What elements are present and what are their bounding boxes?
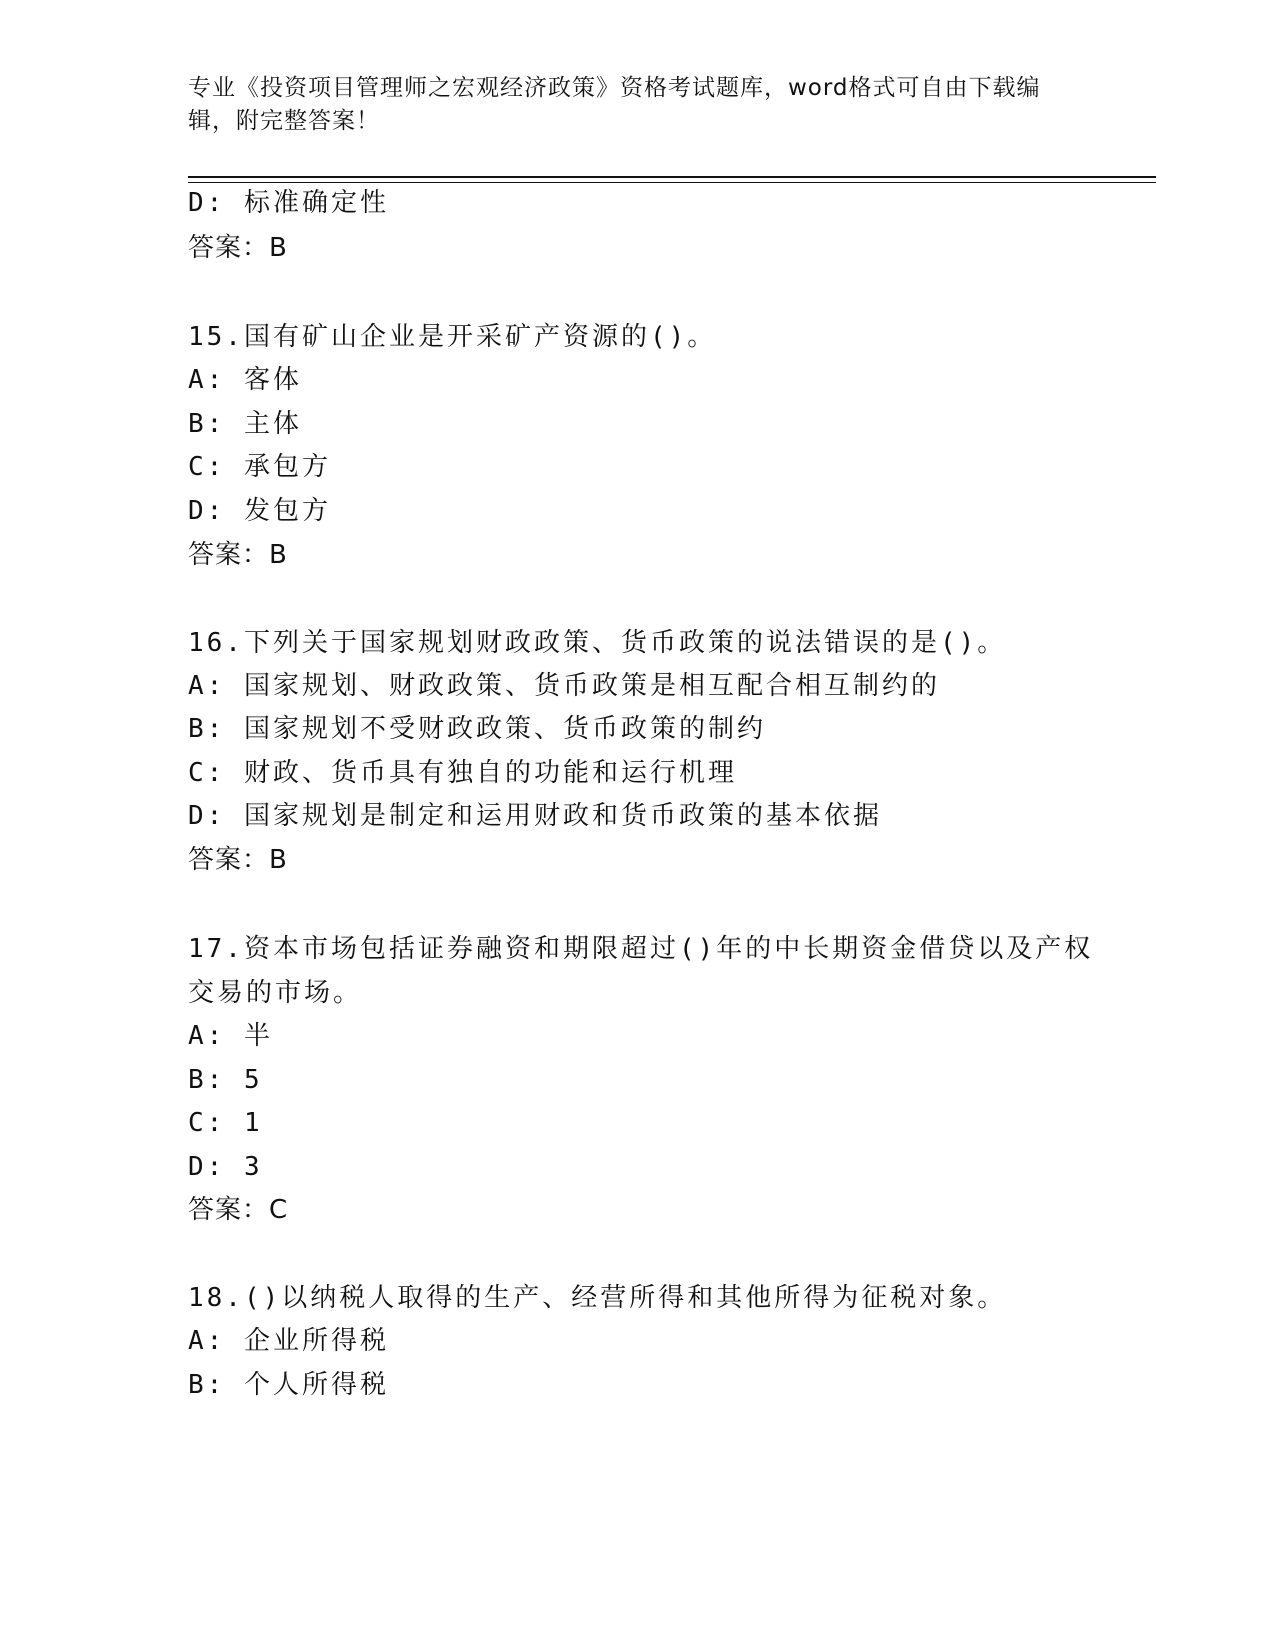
q15-question: 15.国有矿山企业是开采矿产资源的()。 bbox=[188, 322, 717, 352]
header-line-1: 专业《投资项目管理师之宏观经济政策》资格考试题库，word格式可自由下载编 bbox=[188, 75, 1041, 101]
header-line-2: 辑，附完整答案！ bbox=[188, 108, 380, 134]
q16-option-b: B: 国家规划不受财政政策、货币政策的制约 bbox=[188, 714, 766, 744]
q17-option-b: B: 5 bbox=[188, 1065, 263, 1095]
q17-answer: 答案：C bbox=[188, 1195, 289, 1225]
q18-option-b: B: 个人所得税 bbox=[188, 1370, 389, 1400]
document-header bbox=[188, 72, 1088, 138]
q17-option-a: A: 半 bbox=[188, 1021, 273, 1051]
q15-answer: 答案：B bbox=[188, 540, 288, 570]
q16-option-a: A: 国家规划、财政政策、货币政策是相互配合相互制约的 bbox=[188, 671, 940, 701]
header-divider-thick bbox=[188, 176, 1156, 178]
q17-option-d: D: 3 bbox=[188, 1152, 263, 1182]
q15-option-c: C: 承包方 bbox=[188, 452, 331, 482]
q14-option-d: D: 标准确定性 bbox=[188, 188, 389, 218]
q17-option-c: C: 1 bbox=[188, 1108, 263, 1138]
q18-question: 18.()以纳税人取得的生产、经营所得和其他所得为征税对象。 bbox=[188, 1283, 1007, 1313]
q18-option-a: A: 企业所得税 bbox=[188, 1326, 389, 1356]
q16-option-d: D: 国家规划是制定和运用财政和货币政策的基本依据 bbox=[188, 801, 882, 831]
q16-question: 16.下列关于国家规划财政政策、货币政策的说法错误的是()。 bbox=[188, 628, 1007, 658]
q15-option-b: B: 主体 bbox=[188, 409, 302, 439]
q15-option-d: D: 发包方 bbox=[188, 496, 331, 526]
q14-answer: 答案：B bbox=[188, 233, 288, 263]
q17-question: 17.资本市场包括证券融资和期限超过()年的中长期资金借贷以及产权 bbox=[188, 934, 1094, 964]
q17-question-cont: 交易的市场。 bbox=[188, 978, 363, 1008]
q16-answer: 答案：B bbox=[188, 845, 288, 875]
header-divider-thin bbox=[188, 182, 1156, 183]
q15-option-a: A: 客体 bbox=[188, 365, 302, 395]
q16-option-c: C: 财政、货币具有独自的功能和运行机理 bbox=[188, 758, 737, 788]
